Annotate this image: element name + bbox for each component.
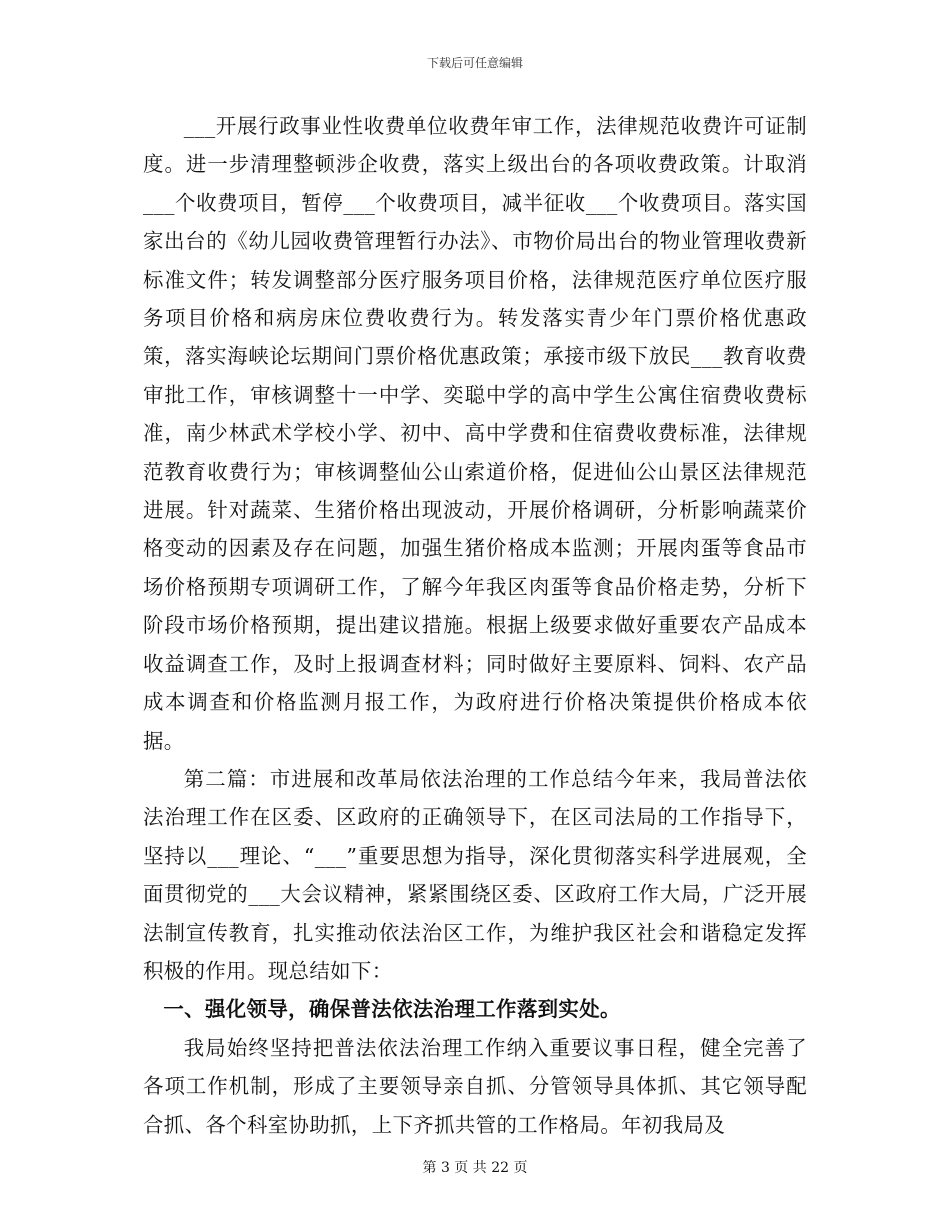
- paragraph-work-mechanism: 我局始终坚持把普法依法治理工作纳入重要议事日程，健全完善了各项工作机制，形成了主要领导亲自抓、分管领导具体抓、其它领导配合抓、各个科室协助抓，上下齐抓共管的工作格局。年初我局及: [143, 1035, 807, 1137]
- section-heading-strengthen-leadership: 一、强化领导，确保普法依法治理工作落到实处。: [163, 997, 621, 1022]
- page-header: 下载后可任意编辑: [426, 56, 523, 70]
- document-body: [143, 107, 807, 1144]
- page-number: 第 3 页 共 22 页: [422, 1160, 528, 1176]
- paragraph-fee-review: ___开展行政事业性收费单位收费年审工作，法律规范收费许可证制度。进一步清理整顿涉企收费，落实上级出台的各项收费政策。计取消___个收费项目，暂停___个收费项目，减半征收___个收费项目。落实国家出台的《幼儿园收费管理暂行办法》、市物价局出台的物业管理收费新标准文件；转发调整部分医疗服务项目价格，法律规范医疗单位医疗服务项目价格和病房床位费收费行为。转发落实青少年门票价格优惠政策，落实海峡论坛期间门票价格优惠政策；承接市级下放民___教育收费审批工作，审核调整十一中学、奕聪中学的高中学生公寓住宿费收费标准，南少林武术学校小学、初中、高中学费和住宿费收费标准，法律规范教育收费行为；审核调整仙公山索道价格，促进仙公山景区法律规范进展。针对蔬菜、生猪价格出现波动，开展价格调研，分析影响蔬菜价格变动的因素及存在问题，加强生猪价格成本监测；开展肉蛋等食品市场价格预期专项调研工作，了解今年我区肉蛋等食品价格走势，分析下阶段市场价格预期，提出建议措施。根据上级要求做好重要农产品成本收益调查工作，及时上报调查材料；同时做好主要原料、饲料、农产品成本调查和价格监测月报工作，为政府进行价格决策提供价格成本依据。: [143, 114, 807, 753]
- paragraph-second-article-intro: 第二篇：市进展和改革局依法治理的工作总结今年来，我局普法依法治理工作在区委、区政府的正确领导下，在区司法局的工作指导下，坚持以___理论、“___”重要思想为指导，深化贯彻落实科学进展观，全面贯彻党的___大会议精神，紧紧围绕区委、区政府工作大局，广泛开展法制宣传教育，扎实推动依法治区工作，为维护我区社会和谐稳定发挥积极的作用。现总结如下：: [143, 766, 807, 983]
